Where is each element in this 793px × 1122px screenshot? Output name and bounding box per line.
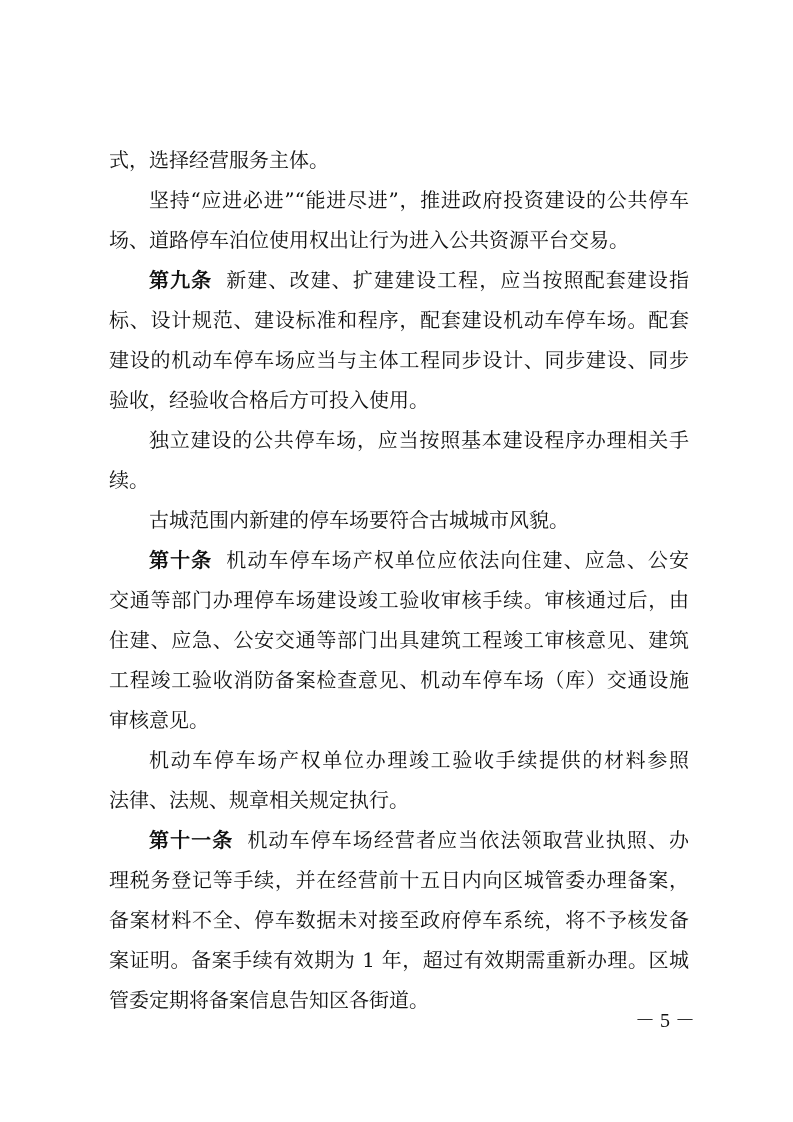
article-11-label: 第十一条: [149, 828, 234, 852]
text-line: 古城范围内新建的停车场要符合古城城市风貌。: [149, 508, 569, 532]
text-line: 工程竣工验收消防备案检查意见、机动车停车场（库）交通设施: [109, 668, 689, 692]
page-number: － 5 －: [635, 1010, 695, 1032]
text-line: 备案材料不全、停车数据未对接至政府停车系统，将不予核发备: [109, 908, 689, 932]
text-line: 独立建设的公共停车场，应当按照基本建设程序办理相关手: [149, 428, 689, 452]
text-line: 管委定期将备案信息告知区各街道。: [109, 988, 429, 1012]
text-line: 案证明。备案手续有效期为 1 年，超过有效期需重新办理。区城: [109, 948, 689, 972]
text-line: 验收，经验收合格后方可投入使用。: [109, 388, 429, 412]
article-10-first-line: [149, 546, 689, 574]
text-line: 交通等部门办理停车场建设竣工验收审核手续。审核通过后，由: [109, 588, 689, 612]
text-span: 机动车停车场经营者应当依法领取营业执照、办: [247, 828, 690, 852]
text-line: 坚持“应进必进”“能进尽进”，推进政府投资建设的公共停车: [149, 188, 689, 212]
text-line: 法律、法规、规章相关规定执行。: [109, 788, 409, 812]
article-11-first-line: [149, 826, 689, 854]
article-9-first-line: [149, 266, 689, 294]
text-line: 审核意见。: [109, 708, 209, 732]
text-span: 机动车停车场产权单位应依法向住建、应急、公安: [226, 548, 689, 572]
text-span: 新建、改建、扩建建设工程，应当按照配套建设指: [226, 268, 689, 292]
text-line: 场、道路停车泊位使用权出让行为进入公共资源平台交易。: [109, 228, 629, 252]
text-line: 机动车停车场产权单位办理竣工验收手续提供的材料参照: [149, 748, 689, 772]
text-line: 式，选择经营服务主体。: [109, 148, 329, 172]
text-line: 住建、应急、公安交通等部门出具建筑工程竣工审核意见、建筑: [109, 628, 689, 652]
text-line: 建设的机动车停车场应当与主体工程同步设计、同步建设、同步: [109, 348, 689, 372]
text-line: 续。: [109, 468, 149, 492]
text-line: 标、设计规范、建设标准和程序，配套建设机动车停车场。配套: [109, 308, 689, 332]
text-line: 理税务登记等手续，并在经营前十五日内向区城管委办理备案，: [109, 868, 689, 892]
article-9-label: 第九条: [149, 268, 213, 292]
article-10-label: 第十条: [149, 548, 213, 572]
